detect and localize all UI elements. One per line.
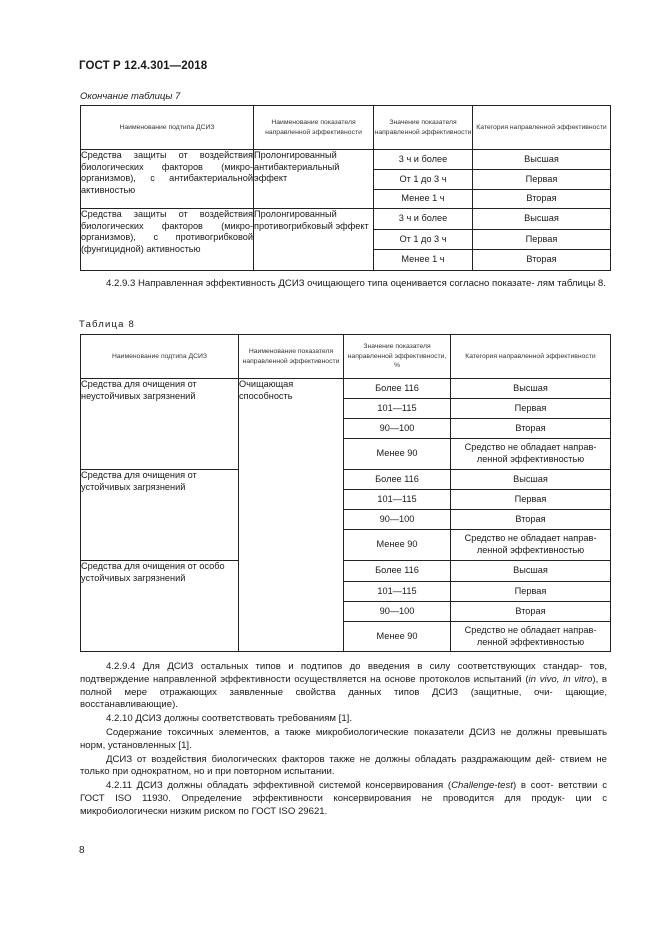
category-cell: Первая xyxy=(473,230,611,250)
value-cell: Менее 1 ч xyxy=(374,250,473,271)
value-cell: Более 116 xyxy=(344,561,451,582)
category-cell: Вторая xyxy=(451,419,611,439)
paragraph-biological-factors: ДСИЗ от воздействия биологических факторов также не должны обладать раздражающим дей- ствием не только при однократном, но и при повторном испытании. xyxy=(80,753,607,778)
table-8 xyxy=(80,334,611,652)
category-cell: Первая xyxy=(451,582,611,602)
table-header-row xyxy=(81,106,611,150)
table-7 xyxy=(80,105,611,271)
indicator-name-cell: Очищающая способность xyxy=(239,379,344,652)
value-cell: 101—115 xyxy=(344,582,451,602)
value-cell: От 1 до 3 ч xyxy=(374,170,473,190)
paragraph-italic-text: in vivo, in vitro xyxy=(528,673,593,685)
column-header: Наименование подтипа ДСИЗ xyxy=(81,335,239,379)
page-number: 8 xyxy=(79,845,85,856)
category-cell: Вторая xyxy=(451,602,611,622)
category-cell: Вторая xyxy=(473,250,611,271)
value-cell: Более 116 xyxy=(344,470,451,490)
category-cell: Высшая xyxy=(451,379,611,399)
value-cell: Менее 90 xyxy=(344,439,451,470)
document-header: ГОСТ Р 12.4.301—2018 xyxy=(79,60,208,72)
table-row xyxy=(81,561,611,582)
paragraph-text: ), в полной мере отражающих заявленные свойства данных типов ДСИЗ (защитные, очи- щающие, восстанавливающие). xyxy=(80,673,608,711)
category-cell: Средство не обладает направ- ленной эффективностью xyxy=(451,530,611,561)
category-cell: Первая xyxy=(473,170,611,190)
category-cell: Высшая xyxy=(473,209,611,230)
subtype-name-cell: Средства для очищения от особо устойчивых загрязнений xyxy=(81,561,239,652)
value-cell: 3 ч и более xyxy=(374,209,473,230)
value-cell: Менее 90 xyxy=(344,530,451,561)
paragraph-italic-text: Challenge-test xyxy=(451,780,513,792)
table-row xyxy=(81,379,611,399)
table-row xyxy=(81,209,611,230)
value-cell: От 1 до 3 ч xyxy=(374,230,473,250)
subtype-name-cell: Средства защиты от воздействия биологических факторов (микро- организмов), с антибактериальной активностью xyxy=(81,150,254,209)
indicator-name-cell: Пролонгированный противогрибковый эффект xyxy=(254,209,374,271)
value-cell: 90—100 xyxy=(344,510,451,530)
indicator-name-cell: Пролонгированный антибактериальный эффект xyxy=(254,150,374,209)
paragraph-text: 4.2.11 ДСИЗ должны обладать эффективной системой консервирования ( xyxy=(106,780,452,792)
value-cell: 101—115 xyxy=(344,399,451,419)
category-cell: Первая xyxy=(451,490,611,510)
paragraph-4-2-11 xyxy=(80,780,607,818)
paragraph-text: ) в соот- ветствии с ГОСТ ISO 11930. Определение эффективности консервирования не проводится для продук- ции с микробиологически низким риском по ГОСТ ISO 29621. xyxy=(80,780,607,817)
subtype-name-cell: Средства для очищения от неустойчивых загрязнений xyxy=(81,379,239,470)
category-cell: Средство не обладает направ- ленной эффективностью xyxy=(451,439,611,470)
category-cell: Вторая xyxy=(473,190,611,209)
paragraph-4-2-9-4 xyxy=(80,661,607,712)
category-cell: Средство не обладает направ- ленной эффективностью xyxy=(451,622,611,652)
column-header: Наименование подтипа ДСИЗ xyxy=(81,106,254,150)
table-7-caption: Окончание таблицы 7 xyxy=(80,91,181,102)
table-row xyxy=(81,470,611,490)
paragraph-4-2-10: 4.2.10 ДСИЗ должны соответствовать требованиям [1]. xyxy=(106,713,353,725)
subtype-name-cell: Средства для очищения от устойчивых загрязнений xyxy=(81,470,239,561)
paragraph-toxic-elements: Содержание токсичных элементов, а также микробиологические показатели ДСИЗ не должны превышать норм, установленных [1]. xyxy=(80,726,607,751)
table-row xyxy=(81,150,611,170)
column-header: Значение показателя направленной эффективности, % xyxy=(344,335,451,379)
value-cell: 101—115 xyxy=(344,490,451,510)
subtype-name-cell: Средства защиты от воздействия биологических факторов (микро- организмов), с противогрибковой (фунгицидной) активностью xyxy=(81,209,254,271)
column-header: Наименование показателя направленной эффективности xyxy=(239,335,344,379)
paragraph-4-2-9-3 xyxy=(80,278,607,291)
value-cell: 3 ч и более xyxy=(374,150,473,170)
column-header: Наименование показателя направленной эффективности xyxy=(254,106,374,150)
column-header: Значение показателя направленной эффективности xyxy=(374,106,473,150)
column-header: Категория направленной эффективности xyxy=(451,335,611,379)
category-cell: Высшая xyxy=(473,150,611,170)
paragraph-text: 4.2.9.3 Направленная эффективность ДСИЗ очищающего типа оценивается согласно показате- лям таблицы 8. xyxy=(106,278,606,289)
category-cell: Вторая xyxy=(451,510,611,530)
paragraph-text: 4.2.9.4 Для ДСИЗ остальных типов и подтипов до введения в силу соответствующих стандар- тов, подтверждение направленной эффективности осуществляется на основе протоколов испытаний ( xyxy=(80,661,607,685)
category-cell: Первая xyxy=(451,399,611,419)
table-header-row xyxy=(81,335,611,379)
value-cell: Менее 1 ч xyxy=(374,190,473,209)
value-cell: 90—100 xyxy=(344,419,451,439)
column-header: Категория направленной эффективности xyxy=(473,106,611,150)
category-cell: Высшая xyxy=(451,470,611,490)
table-8-caption: Таблица 8 xyxy=(79,319,135,330)
value-cell: Менее 90 xyxy=(344,622,451,652)
body-text xyxy=(80,661,607,819)
category-cell: Высшая xyxy=(451,561,611,582)
value-cell: 90—100 xyxy=(344,602,451,622)
value-cell: Более 116 xyxy=(344,379,451,399)
